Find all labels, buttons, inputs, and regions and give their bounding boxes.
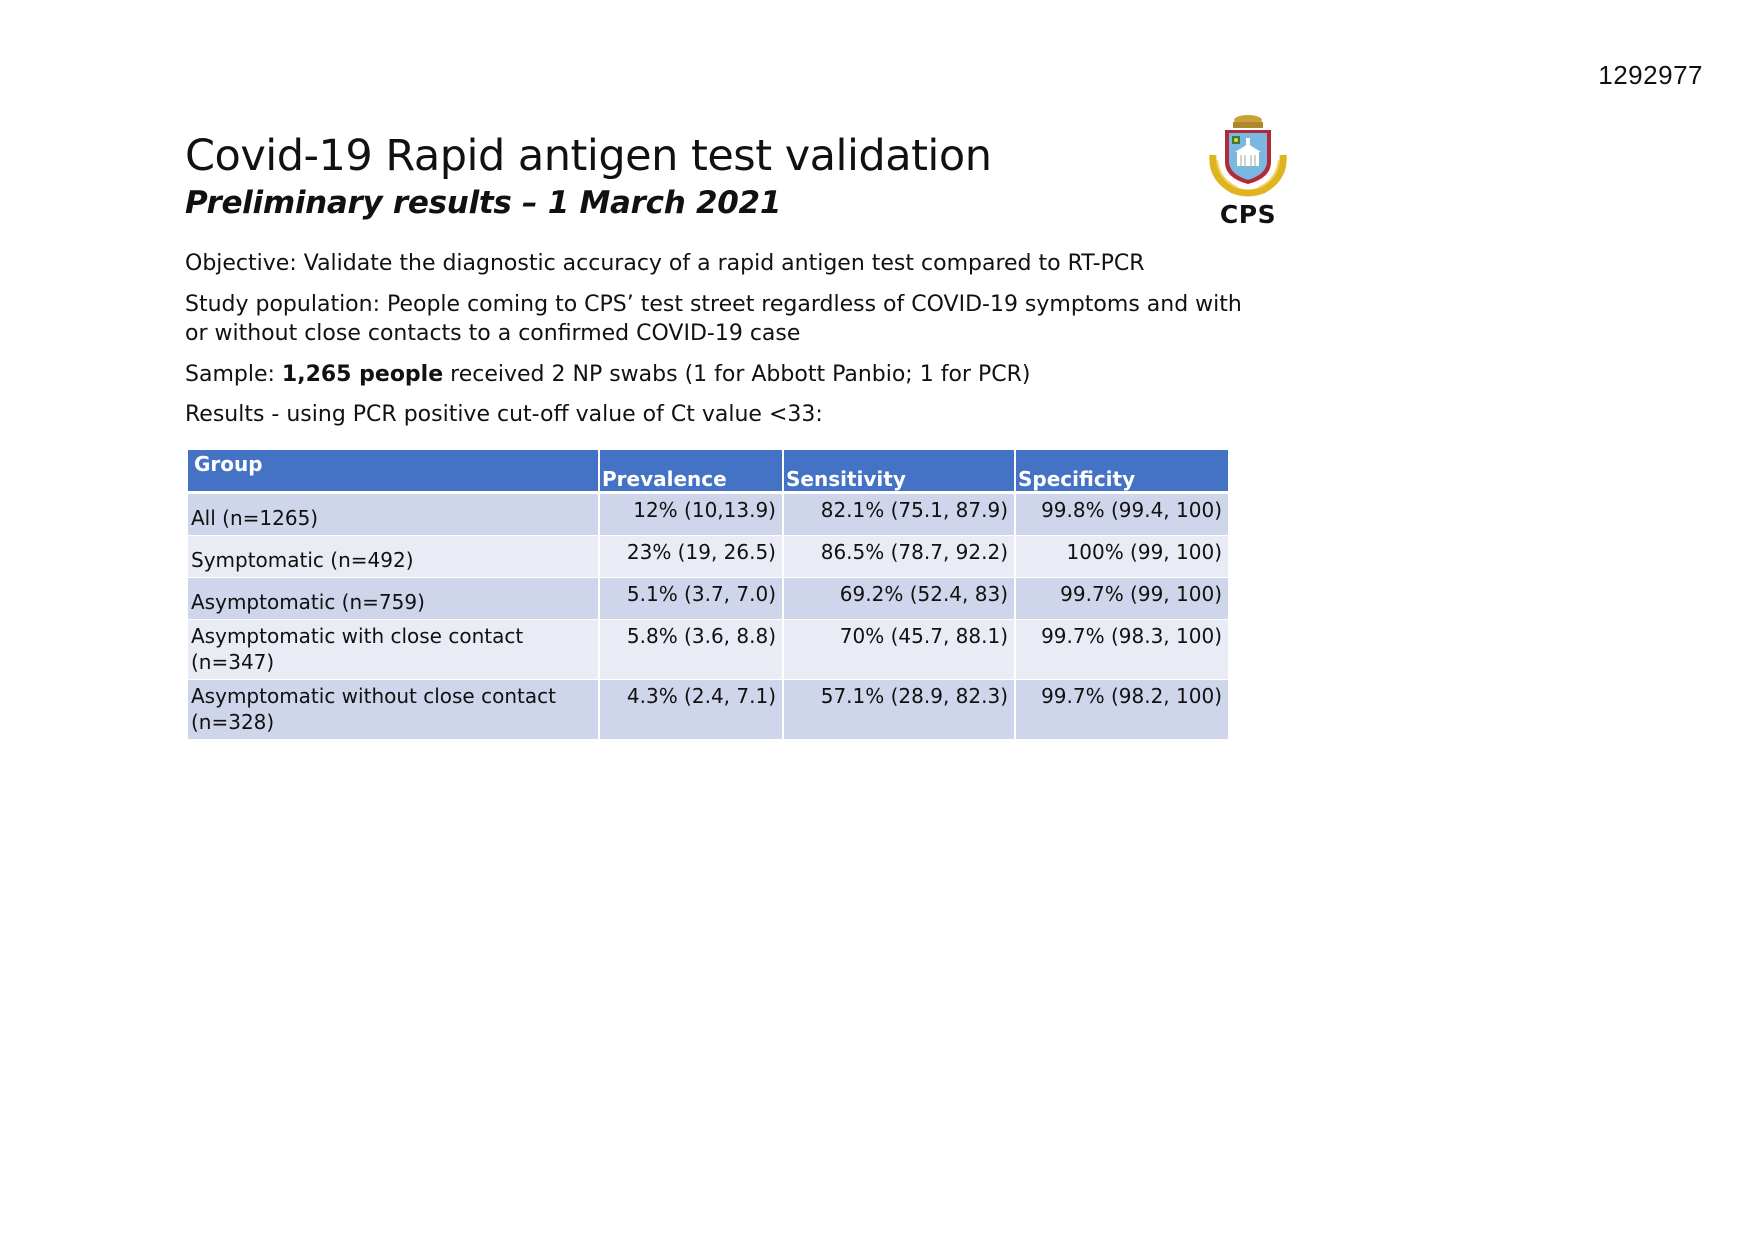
cell-group: Asymptomatic (n=759) [188,578,599,620]
cps-coat-of-arms-icon [1203,110,1293,198]
cell-group: Asymptomatic with close contact (n=347) [188,620,599,680]
cell-group-line-1: Asymptomatic without close contact [191,684,556,708]
header-group: Group [188,450,599,493]
cell-group [188,680,599,740]
cps-logo [1198,110,1298,229]
sample-text [185,360,1245,389]
sample-prefix: Sample: [185,362,282,387]
cell-prevalence: 4.3% (2.4, 7.1) [599,680,783,740]
cell-prevalence: 5.8% (3.6, 8.8) [599,620,783,680]
cell-specificity: 99.8% (99.4, 100) [1015,493,1228,536]
study-population-text: Study population: People coming to CPS’ test street regardless of COVID-19 symptoms and with or without close contacts to a confirmed COVID-19 case [185,292,1242,346]
cell-specificity: 99.7% (98.2, 100) [1015,680,1228,740]
page-subtitle: Preliminary results – 1 March 2021 [185,185,782,221]
cell-group: All (n=1265) [188,493,599,536]
table-row [188,680,1228,740]
cell-specificity: 99.7% (98.3, 100) [1015,620,1228,680]
header-sensitivity: Sensitivity [783,450,1015,493]
cell-specificity: 100% (99, 100) [1015,536,1228,578]
logo-text: CPS [1219,200,1277,229]
cell-prevalence: 5.1% (3.7, 7.0) [599,578,783,620]
table-row [188,620,1228,680]
cell-sensitivity: 86.5% (78.7, 92.2) [783,536,1015,578]
cell-prevalence: 12% (10,13.9) [599,493,783,536]
cell-sensitivity: 70% (45.7, 88.1) [783,620,1015,680]
header-prevalence: Prevalence [599,450,783,493]
cell-sensitivity: 57.1% (28.9, 82.3) [783,680,1015,740]
objective-text: Objective: Validate the diagnostic accuracy of a rapid antigen test compared to RT-PCR [185,251,1145,276]
table-row [188,536,1228,578]
page-title: Covid-19 Rapid antigen test validation [185,131,992,181]
table-row [188,493,1228,536]
results-intro-text: Results - using PCR positive cut-off value of Ct value <33: [185,402,823,427]
cell-group-line-2: (n=328) [191,710,275,734]
header-specificity: Specificity [1015,450,1228,493]
table-row [188,578,1228,620]
cell-group: Symptomatic (n=492) [188,536,599,578]
cell-sensitivity: 69.2% (52.4, 83) [783,578,1015,620]
sample-suffix: received 2 NP swabs (1 for Abbott Panbio; 1 for PCR) [443,362,1031,387]
sample-count: 1,265 people [281,362,444,387]
cell-specificity: 99.7% (99, 100) [1015,578,1228,620]
table-header-row [188,450,1228,493]
cell-prevalence: 23% (19, 26.5) [599,536,783,578]
results-table [188,450,1228,740]
cell-sensitivity: 82.1% (75.1, 87.9) [783,493,1015,536]
document-id: 1292977 [1598,60,1703,90]
